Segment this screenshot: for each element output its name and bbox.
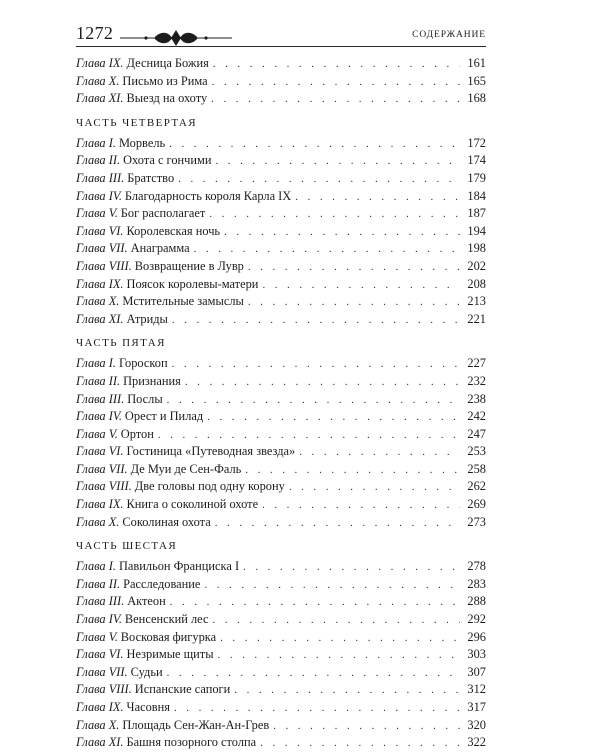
chapter-title: Мстительные замыслы	[122, 294, 244, 309]
chapter-title: Павильон Франциска I	[118, 559, 240, 574]
chapter-label: Глава III.	[76, 170, 125, 185]
dot-leader	[178, 171, 460, 189]
chapter-title: Де Муи де Сен-Фаль	[130, 461, 242, 476]
page-ref: 168	[467, 91, 486, 106]
toc-entry	[76, 664, 486, 682]
page-ref: 172	[467, 135, 486, 150]
page-ref: 202	[467, 258, 486, 273]
dot-leader	[172, 356, 460, 374]
toc-entry	[76, 240, 486, 258]
running-title: СОДЕРЖАНИЕ	[412, 30, 486, 40]
chapter-title: Охота с гончими	[123, 153, 212, 168]
dot-leader	[215, 515, 460, 533]
chapter-label: Глава II.	[76, 373, 121, 388]
part-heading: ЧАСТЬ ПЯТАЯ	[76, 337, 166, 350]
chapter-label: Глава VI.	[76, 223, 124, 238]
page-ref: 320	[467, 717, 486, 732]
dot-leader	[248, 294, 460, 312]
page-ref: 247	[467, 426, 486, 441]
dot-leader	[167, 665, 460, 683]
dot-leader	[172, 312, 460, 330]
chapter-title: Две головы под одну корону	[134, 479, 285, 494]
chapter-label: Глава VII.	[76, 461, 128, 476]
dot-leader	[273, 718, 460, 736]
toc-entry	[76, 391, 486, 409]
chapter-label: Глава VII.	[76, 664, 128, 679]
chapter-title: Братство	[127, 170, 175, 185]
page-ref: 292	[467, 612, 486, 627]
toc-entry	[76, 629, 486, 647]
toc-entry	[76, 734, 486, 752]
chapter-label: Глава X.	[76, 294, 120, 309]
chapter-title: Орест и Пилад	[124, 409, 204, 424]
chapter-title: Незримые щиты	[126, 647, 214, 662]
chapter-label: Глава IV.	[76, 612, 122, 627]
page-ref: 208	[467, 276, 486, 291]
dot-leader	[212, 612, 460, 630]
table-of-contents	[76, 55, 486, 752]
chapter-label: Глава VIII.	[76, 682, 132, 697]
page-ref: 273	[467, 514, 486, 529]
chapter-title: Испанские сапоги	[134, 682, 231, 697]
dot-leader	[207, 409, 460, 427]
chapter-title: Восковая фигурка	[120, 629, 217, 644]
chapter-label: Глава I.	[76, 559, 116, 574]
toc-entry	[76, 170, 486, 188]
page-ref: 213	[467, 294, 486, 309]
toc-entry	[76, 152, 486, 170]
toc-entry	[76, 205, 486, 223]
dot-leader	[299, 444, 460, 462]
chapter-label: Глава II.	[76, 153, 121, 168]
dot-leader	[212, 74, 460, 92]
toc-entry	[76, 311, 486, 329]
page-ref: 227	[467, 356, 486, 371]
chapter-label: Глава VIII.	[76, 479, 132, 494]
chapter-title: Актеон	[127, 594, 166, 609]
toc-entry	[76, 699, 486, 717]
chapter-label: Глава IV.	[76, 188, 122, 203]
toc-entry	[76, 576, 486, 594]
dot-leader	[169, 136, 460, 154]
chapter-label: Глава III.	[76, 391, 125, 406]
dot-leader	[243, 559, 460, 577]
chapter-label: Глава V.	[76, 426, 118, 441]
toc-entry	[76, 73, 486, 91]
chapter-title: Книга о соколиной охоте	[126, 497, 259, 512]
toc-entry	[76, 223, 486, 241]
dot-leader	[262, 497, 460, 515]
toc-entry	[76, 276, 486, 294]
chapter-label: Глава X.	[76, 717, 120, 732]
dot-leader	[185, 374, 460, 392]
chapter-label: Глава III.	[76, 594, 125, 609]
chapter-label: Глава XI.	[76, 735, 124, 750]
chapter-label: Глава IV.	[76, 409, 122, 424]
page-number: 1272	[76, 23, 114, 43]
chapter-label: Глава X.	[76, 514, 120, 529]
dot-leader	[220, 630, 460, 648]
chapter-label: Глава I.	[76, 135, 116, 150]
chapter-title: Возвращение в Лувр	[134, 258, 244, 273]
chapter-title: Морвель	[118, 135, 166, 150]
toc-entry	[76, 681, 486, 699]
chapter-title: Атриды	[126, 311, 168, 326]
chapter-label: Глава I.	[76, 356, 116, 371]
page-ref: 194	[467, 223, 486, 238]
page-ref: 253	[467, 444, 486, 459]
toc-entry	[76, 426, 486, 444]
toc-entry	[76, 90, 486, 108]
dot-leader	[234, 682, 460, 700]
chapter-label: Глава IX.	[76, 56, 124, 70]
toc-entry	[76, 443, 486, 461]
toc-entry	[76, 408, 486, 426]
part-heading: ЧАСТЬ ЧЕТВЕРТАЯ	[76, 116, 198, 129]
chapter-label: Глава VIII.	[76, 258, 132, 273]
chapter-title: Площадь Сен-Жан-Ан-Грев	[122, 717, 270, 732]
chapter-label: Глава VI.	[76, 444, 124, 459]
chapter-title: Анаграмма	[130, 241, 190, 256]
toc-entry	[76, 717, 486, 735]
chapter-title: Часовня	[126, 700, 170, 714]
page-ref: 278	[467, 559, 486, 574]
toc-entry	[76, 293, 486, 311]
dot-leader	[262, 277, 460, 295]
fleuron-ornament-icon	[116, 29, 236, 47]
page-ref: 303	[467, 647, 486, 662]
page-ref: 184	[467, 188, 486, 203]
toc-entry	[76, 593, 486, 611]
dot-leader	[260, 735, 460, 753]
chapter-title: Соколиная охота	[122, 514, 211, 529]
dot-leader	[174, 700, 460, 718]
page-ref: 312	[467, 682, 486, 697]
toc-entry	[76, 135, 486, 153]
chapter-label: Глава V.	[76, 206, 118, 221]
page-ref: 238	[467, 391, 486, 406]
page-ref: 165	[467, 73, 486, 88]
toc-entry	[76, 558, 486, 576]
dot-leader	[167, 392, 460, 410]
chapter-title: Башня позорного столпа	[126, 735, 257, 750]
chapter-label: Глава IX.	[76, 700, 124, 714]
chapter-title: Гостиница «Путеводная звезда»	[126, 444, 296, 459]
dot-leader	[248, 259, 460, 277]
chapter-title: Судьи	[130, 664, 163, 679]
page-ref: 262	[467, 479, 486, 494]
part-heading: ЧАСТЬ ШЕСТАЯ	[76, 540, 178, 553]
chapter-title: Выезд на охоту	[126, 91, 208, 106]
chapter-title: Венсенский лес	[124, 612, 209, 627]
toc-entry	[76, 258, 486, 276]
toc-entry	[76, 646, 486, 664]
dot-leader	[204, 577, 460, 595]
chapter-label: Глава IX.	[76, 497, 124, 512]
dot-leader	[295, 189, 460, 207]
toc-entry	[76, 188, 486, 206]
chapter-title: Ортон	[120, 426, 154, 441]
toc-entry	[76, 355, 486, 373]
page-ref: 288	[467, 594, 486, 609]
chapter-label: Глава X.	[76, 73, 120, 88]
chapter-label: Глава II.	[76, 576, 121, 591]
dot-leader	[224, 224, 460, 242]
dot-leader	[158, 427, 460, 445]
dot-leader	[170, 594, 460, 612]
dot-leader	[194, 241, 460, 259]
page-ref: 198	[467, 241, 486, 256]
dot-leader	[245, 462, 460, 480]
chapter-title: Гороскоп	[118, 356, 168, 371]
page-ref: 161	[467, 56, 486, 70]
toc-entry	[76, 514, 486, 532]
dot-leader	[213, 56, 460, 74]
page-ref: 179	[467, 170, 486, 185]
page-ref: 307	[467, 664, 486, 679]
header-rule	[76, 46, 486, 47]
toc-entry	[76, 373, 486, 391]
page-ref: 221	[467, 311, 486, 326]
chapter-label: Глава VII.	[76, 241, 128, 256]
chapter-title: Королевская ночь	[126, 223, 221, 238]
dot-leader	[209, 206, 460, 224]
chapter-label: Глава XI.	[76, 91, 124, 106]
dot-leader	[215, 153, 460, 171]
page-ref: 283	[467, 576, 486, 591]
chapter-label: Глава V.	[76, 629, 118, 644]
page-header	[76, 20, 486, 46]
toc-entry	[76, 461, 486, 479]
chapter-title: Благодарность короля Карла IX	[124, 188, 292, 203]
chapter-title: Признания	[123, 373, 181, 388]
page-ref: 317	[467, 700, 486, 714]
toc-entry	[76, 55, 486, 73]
page-ref: 296	[467, 629, 486, 644]
toc-entry	[76, 496, 486, 514]
page-ref: 242	[467, 409, 486, 424]
chapter-title: Письмо из Рима	[122, 73, 208, 88]
toc-entry	[76, 478, 486, 496]
chapter-title: Расследование	[123, 576, 201, 591]
chapter-title: Поясок королевы-матери	[126, 276, 259, 291]
page-ref: 187	[467, 206, 486, 221]
page-ref: 232	[467, 373, 486, 388]
dot-leader	[211, 91, 460, 109]
page-ref: 269	[467, 497, 486, 512]
chapter-title: Послы	[127, 391, 163, 406]
chapter-title: Бог располагает	[120, 206, 206, 221]
toc-entry	[76, 611, 486, 629]
page-ref: 174	[467, 153, 486, 168]
page-ref: 322	[467, 735, 486, 750]
chapter-label: Глава VI.	[76, 647, 124, 662]
dot-leader	[218, 647, 460, 665]
chapter-label: Глава XI.	[76, 311, 124, 326]
chapter-title: Десница Божия	[126, 56, 209, 70]
dot-leader	[289, 479, 460, 497]
page-ref: 258	[467, 461, 486, 476]
chapter-label: Глава IX.	[76, 276, 124, 291]
